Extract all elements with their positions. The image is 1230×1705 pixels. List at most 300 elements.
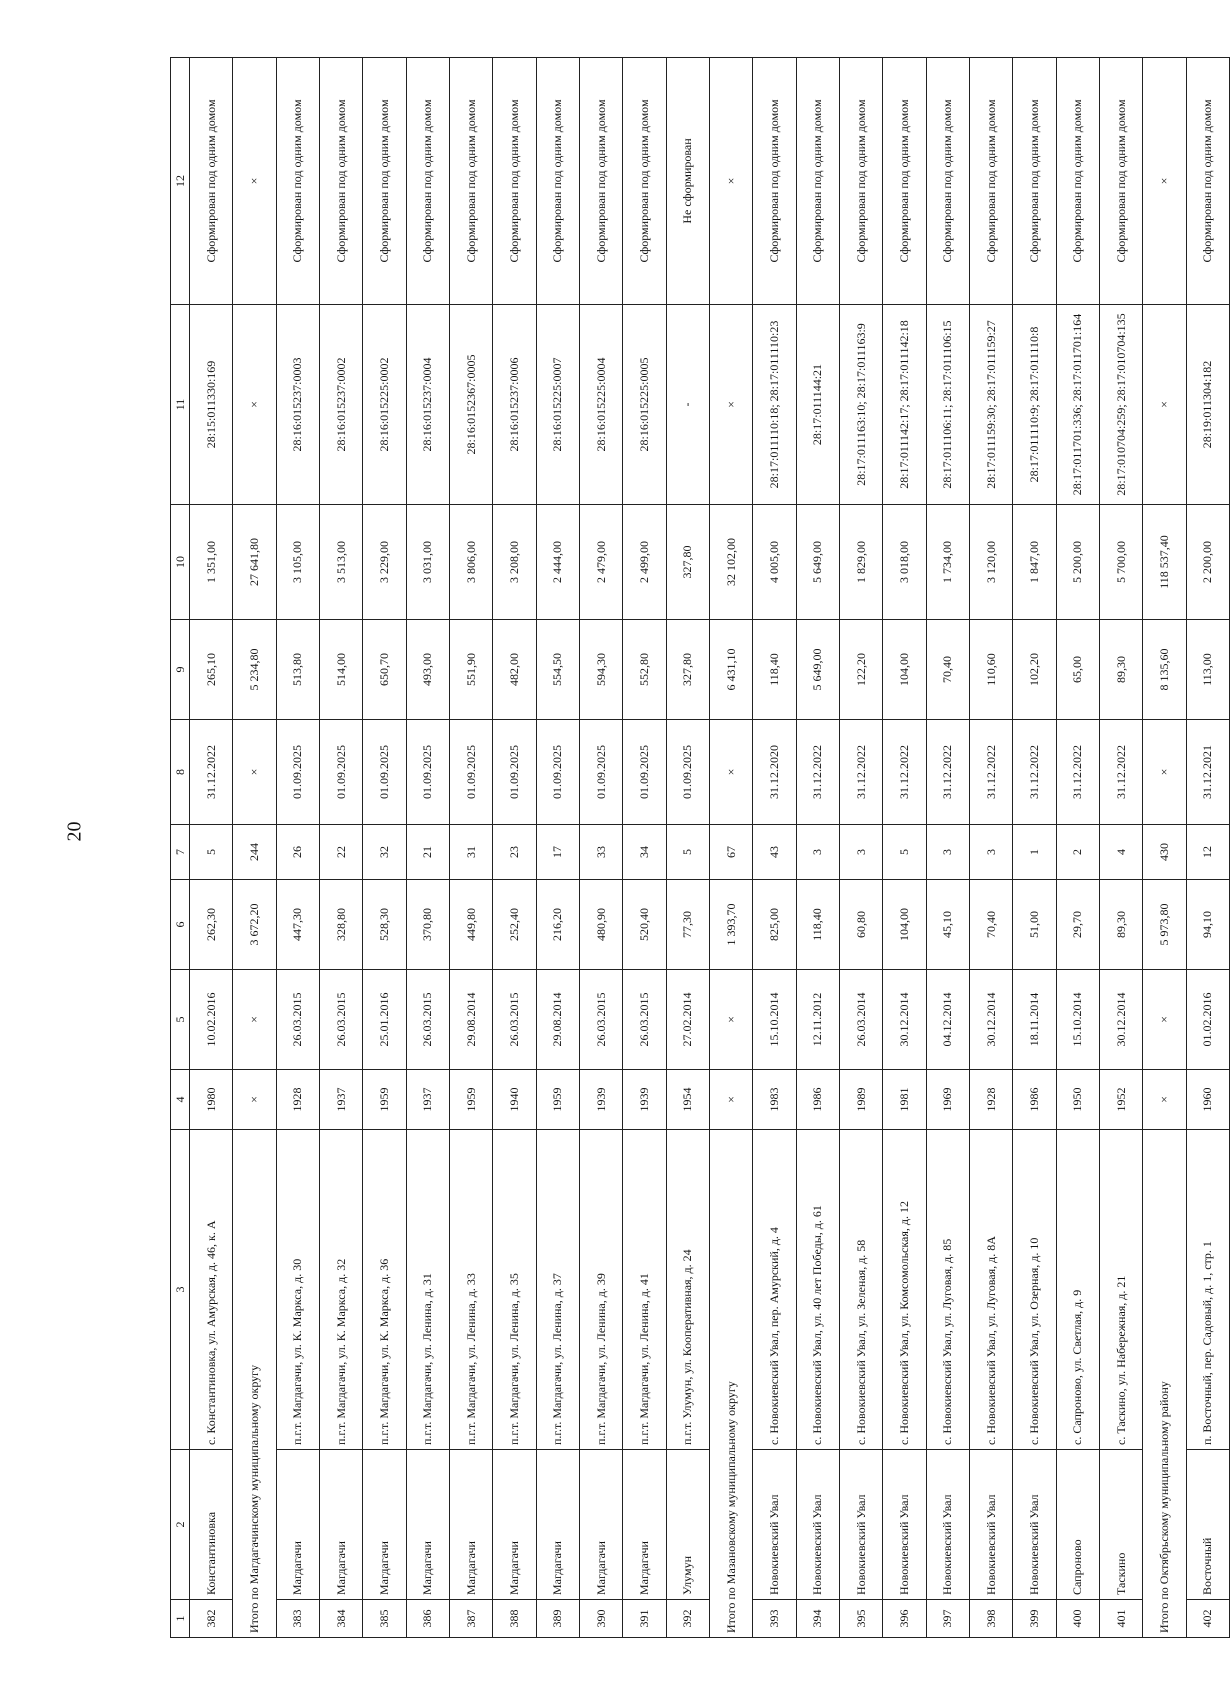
table-cell: 1940 [493,1070,536,1130]
table-cell: Сформирован под одним домом [753,58,796,305]
table-cell: 01.09.2025 [579,720,622,825]
table-row [579,58,622,1638]
subtotal-cell: × [233,1070,276,1130]
table-cell: 2 499,00 [623,505,666,620]
table-cell: Новокиевский Увал [753,1450,796,1600]
table-cell: 493,00 [406,620,449,720]
table-cell: 3 513,00 [319,505,362,620]
table-cell: 1928 [276,1070,319,1130]
table-row [969,58,1012,1638]
table-cell: 32 [363,825,406,880]
subtotal-row [233,58,276,1638]
column-number: 4 [171,1070,190,1130]
table-cell: 65,00 [1056,620,1099,720]
subtotal-row [1143,58,1186,1638]
table-cell: 01.09.2025 [319,720,362,825]
table-cell: 1954 [666,1070,709,1130]
table-cell: 1 [1013,825,1056,880]
table-cell: 28:16:015237:0002 [319,305,362,505]
table-cell: 28:17:011159:30; 28:17:011159:27 [969,305,1012,505]
column-number: 2 [171,1450,190,1600]
table-cell: 327,80 [666,505,709,620]
table-cell: Новокиевский Увал [969,1450,1012,1600]
table-cell: с. Новокиевский Увал, ул. Луговая, д. 85 [926,1130,969,1450]
table-cell: 482,00 [493,620,536,720]
table-cell: 89,30 [1099,620,1142,720]
table-cell: 1959 [449,1070,492,1130]
table-cell: 387 [449,1600,492,1638]
table-cell: п.г.т. Магдагачи, ул. Ленина, д. 33 [449,1130,492,1450]
table-cell: 31.12.2022 [926,720,969,825]
table-cell: 113,00 [1186,620,1229,720]
table-cell: 1 351,00 [190,505,233,620]
table-row [1013,58,1056,1638]
table-cell: 398 [969,1600,1012,1638]
table-cell: 18.11.2014 [1013,970,1056,1070]
table-cell: Магдагачи [579,1450,622,1600]
column-number: 3 [171,1130,190,1450]
table-cell: 28:17:011142:17; 28:17:011142:18 [883,305,926,505]
table-cell: Не сформирован [666,58,709,305]
table-cell: 385 [363,1600,406,1638]
table-cell: 25.01.2016 [363,970,406,1070]
subtotal-cell: 5 973,80 [1143,880,1186,970]
column-number: 9 [171,620,190,720]
table-cell: Сформирован под одним домом [839,58,882,305]
table-cell: 1983 [753,1070,796,1130]
table-cell: 17 [536,825,579,880]
table-cell: 01.09.2025 [276,720,319,825]
table-cell: 77,30 [666,880,709,970]
table-cell: 554,50 [536,620,579,720]
table-cell: Магдагачи [449,1450,492,1600]
table-cell: 5 700,00 [1099,505,1142,620]
table-cell: 252,40 [493,880,536,970]
subtotal-label: Итого по Магдагачинскому муниципальному округу [233,1130,276,1638]
table-cell: 28:15:011330:169 [190,305,233,505]
table-cell: Новокиевский Увал [926,1450,969,1600]
table-cell: 26.03.2015 [579,970,622,1070]
table-cell: Сформирован под одним домом [926,58,969,305]
subtotal-cell: 32 102,00 [709,505,752,620]
subtotal-cell: × [709,970,752,1070]
table-row [1099,58,1142,1638]
table-cell: 5 200,00 [1056,505,1099,620]
table-cell: 04.12.2014 [926,970,969,1070]
table-cell: с. Новокиевский Увал, ул. Озерная, д. 10 [1013,1130,1056,1450]
table-cell: 31.12.2022 [1099,720,1142,825]
table-cell: Магдагачи [319,1450,362,1600]
table-cell: Сформирован под одним домом [623,58,666,305]
subtotal-cell: × [709,1070,752,1130]
table-cell: Сформирован под одним домом [190,58,233,305]
table-cell: 104,00 [883,620,926,720]
table-cell: 28:17:011110:9; 28:17:011110:8 [1013,305,1056,505]
table-cell: 3 [969,825,1012,880]
table-cell: 1939 [623,1070,666,1130]
table-cell: 31.12.2022 [190,720,233,825]
table-cell: 3 031,00 [406,505,449,620]
table-cell: 26.03.2015 [319,970,362,1070]
table-row [319,58,362,1638]
column-number: 5 [171,970,190,1070]
table-cell: 328,80 [319,880,362,970]
table-cell: 29.08.2014 [449,970,492,1070]
table-cell: 118,40 [753,620,796,720]
table-cell: Магдагачи [276,1450,319,1600]
table-cell: 26 [276,825,319,880]
subtotal-label: Итого по Октябрьскому муниципальному району [1143,1130,1186,1638]
table-cell: 394 [796,1600,839,1638]
table-cell: Сформирован под одним домом [1186,58,1229,305]
table-cell: 392 [666,1600,709,1638]
subtotal-cell: × [233,970,276,1070]
table-cell: Новокиевский Увал [883,1450,926,1600]
table-cell: 390 [579,1600,622,1638]
table-cell: 10.02.2016 [190,970,233,1070]
table-row [1186,58,1229,1638]
table-cell: 395 [839,1600,882,1638]
column-number: 7 [171,825,190,880]
table-cell: 5 [190,825,233,880]
subtotal-cell: × [709,305,752,505]
table-cell: п.г.т. Магдагачи, ул. Ленина, д. 37 [536,1130,579,1450]
column-number: 10 [171,505,190,620]
table-cell: п.г.т. Магдагачи, ул. К. Маркса, д. 30 [276,1130,319,1450]
table-cell: 31 [449,825,492,880]
subtotal-cell: × [233,305,276,505]
table-cell: 3 105,00 [276,505,319,620]
table-cell: 4 005,00 [753,505,796,620]
table-cell: 1981 [883,1070,926,1130]
subtotal-row [709,58,752,1638]
table-cell: 393 [753,1600,796,1638]
table-cell: 28:16:015225:0005 [623,305,666,505]
table-cell: с. Новокиевский Увал, ул. 40 лет Победы, д. 61 [796,1130,839,1450]
table-cell: 102,20 [1013,620,1056,720]
table-cell: Таскино [1099,1450,1142,1600]
table-cell: 388 [493,1600,536,1638]
table-cell: 33 [579,825,622,880]
table-cell: 28:16:015225:0007 [536,305,579,505]
subtotal-cell: × [1143,970,1186,1070]
table-cell: 5 [883,825,926,880]
table-cell: 30.12.2014 [969,970,1012,1070]
table-cell: Улумун [666,1450,709,1600]
table-cell: Новокиевский Увал [839,1450,882,1600]
table-cell: 520,40 [623,880,666,970]
column-number: 6 [171,880,190,970]
table-cell: 1937 [319,1070,362,1130]
table-cell: п.г.т. Магдагачи, ул. Ленина, д. 35 [493,1130,536,1450]
table-cell: 1986 [1013,1070,1056,1130]
subtotal-cell: × [709,58,752,305]
table-row [926,58,969,1638]
table-cell: 265,10 [190,620,233,720]
table-cell: 1 734,00 [926,505,969,620]
table-row [493,58,536,1638]
table-cell: Сформирован под одним домом [493,58,536,305]
table-cell: Константиновка [190,1450,233,1600]
table-cell: 15.10.2014 [753,970,796,1070]
table-cell: Новокиевский Увал [796,1450,839,1600]
table-cell: 28:17:011163:10; 28:17:011163:9 [839,305,882,505]
table-cell: 397 [926,1600,969,1638]
table-cell: Сформирован под одним домом [579,58,622,305]
table-cell: 1952 [1099,1070,1142,1130]
table-row [753,58,796,1638]
table-cell: 28:17:011701:336; 28:17:011701:164 [1056,305,1099,505]
table-cell: 01.09.2025 [666,720,709,825]
table-cell: 528,30 [363,880,406,970]
table-cell: 94,10 [1186,880,1229,970]
table-cell: Сформирован под одним домом [883,58,926,305]
table-cell: п.г.т. Магдагачи, ул. К. Маркса, д. 36 [363,1130,406,1450]
table-cell: 70,40 [969,880,1012,970]
table-cell: 370,80 [406,880,449,970]
table-cell: 262,30 [190,880,233,970]
table-cell: 386 [406,1600,449,1638]
table-row [839,58,882,1638]
table-cell: Магдагачи [406,1450,449,1600]
table-cell: 1989 [839,1070,882,1130]
table-cell: 28:17:010704:259; 28:17:010704:135 [1099,305,1142,505]
subtotal-cell: 67 [709,825,752,880]
table-cell: 3 806,00 [449,505,492,620]
table-cell: 31.12.2022 [1013,720,1056,825]
table-cell: 1960 [1186,1070,1229,1130]
table-cell: Сапроново [1056,1450,1099,1600]
subtotal-cell: 6 431,10 [709,620,752,720]
table-cell: 31.12.2020 [753,720,796,825]
table-cell: с. Новокиевский Увал, ул. Комсомольская, д. 12 [883,1130,926,1450]
rotated-page-content [170,58,1230,1638]
table-cell: Сформирован под одним домом [536,58,579,305]
table-cell: Сформирован под одним домом [406,58,449,305]
table-cell: 45,10 [926,880,969,970]
table-cell: 513,80 [276,620,319,720]
table-cell: 1986 [796,1070,839,1130]
table-cell: 1969 [926,1070,969,1130]
table-row [536,58,579,1638]
table-cell: 01.09.2025 [449,720,492,825]
table-cell: 22 [319,825,362,880]
table-cell: 51,00 [1013,880,1056,970]
table-cell: 5 649,00 [796,620,839,720]
table-cell: 110,60 [969,620,1012,720]
table-cell: 28:16:015237:0003 [276,305,319,505]
table-cell: Магдагачи [493,1450,536,1600]
column-number-row [171,58,190,1638]
table-cell: 402 [1186,1600,1229,1638]
table-row [1056,58,1099,1638]
subtotal-cell: 27 641,80 [233,505,276,620]
subtotal-cell: 244 [233,825,276,880]
table-cell: 28:16:015237:0004 [406,305,449,505]
table-cell: 26.03.2015 [276,970,319,1070]
housing-register-table [170,57,1230,1638]
table-cell: 1959 [536,1070,579,1130]
table-row [623,58,666,1638]
table-cell: 216,20 [536,880,579,970]
subtotal-cell: 430 [1143,825,1186,880]
table-cell: 447,30 [276,880,319,970]
subtotal-cell: × [233,720,276,825]
subtotal-cell: × [233,58,276,305]
table-cell: 1 847,00 [1013,505,1056,620]
table-cell: п. Восточный, пер. Садовый, д. 1, стр. 1 [1186,1130,1229,1450]
table-cell: - [666,305,709,505]
table-cell: 28:17:011106:11; 28:17:011106:15 [926,305,969,505]
table-cell: 327,80 [666,620,709,720]
table-cell: 2 [1056,825,1099,880]
subtotal-cell: × [1143,305,1186,505]
table-row [276,58,319,1638]
table-cell: 28:16:0152367:0005 [449,305,492,505]
table-cell: с. Таскино, ул. Набережная, д. 21 [1099,1130,1142,1450]
table-cell: 1 829,00 [839,505,882,620]
table-cell: с. Сапроново, ул. Светлая, д. 9 [1056,1130,1099,1450]
subtotal-cell: × [709,720,752,825]
table-cell: 29,70 [1056,880,1099,970]
table-cell: с. Константиновка, ул. Амурская, д. 46, к. А [190,1130,233,1450]
table-cell: 30.12.2014 [1099,970,1142,1070]
table-cell: 01.09.2025 [623,720,666,825]
table-cell: 480,90 [579,880,622,970]
table-cell: Сформирован под одним домом [1099,58,1142,305]
column-number: 12 [171,58,190,305]
table-cell: Сформирован под одним домом [1013,58,1056,305]
table-cell: 382 [190,1600,233,1638]
table-cell: Сформирован под одним домом [796,58,839,305]
table-cell: 514,00 [319,620,362,720]
table-cell: п.г.т. Магдагачи, ул. Ленина, д. 39 [579,1130,622,1450]
table-cell: 104,00 [883,880,926,970]
table-cell: п.г.т. Магдагачи, ул. Ленина, д. 31 [406,1130,449,1450]
table-cell: 122,20 [839,620,882,720]
table-cell: 12 [1186,825,1229,880]
subtotal-cell: × [1143,720,1186,825]
table-cell: 26.03.2014 [839,970,882,1070]
table-cell: 552,80 [623,620,666,720]
table-cell: 31.12.2021 [1186,720,1229,825]
column-number: 1 [171,1600,190,1638]
table-cell: 1939 [579,1070,622,1130]
column-number: 8 [171,720,190,825]
table-cell: 383 [276,1600,319,1638]
table-row [666,58,709,1638]
table-cell: 12.11.2012 [796,970,839,1070]
table-cell: 89,30 [1099,880,1142,970]
subtotal-cell: 118 537,40 [1143,505,1186,620]
table-row [190,58,233,1638]
table-cell: 31.12.2022 [969,720,1012,825]
table-cell: 400 [1056,1600,1099,1638]
table-cell: 26.03.2015 [493,970,536,1070]
table-cell: 3 120,00 [969,505,1012,620]
table-cell: 28:19:011304:182 [1186,305,1229,505]
table-cell: 391 [623,1600,666,1638]
table-row [363,58,406,1638]
table-cell: 34 [623,825,666,880]
table-cell: 551,90 [449,620,492,720]
table-cell: Магдагачи [363,1450,406,1600]
table-cell: Новокиевский Увал [1013,1450,1056,1600]
table-row [406,58,449,1638]
table-cell: Магдагачи [623,1450,666,1600]
table-cell: 28:16:015225:0002 [363,305,406,505]
table-cell: п.г.т. Магдагачи, ул. Ленина, д. 41 [623,1130,666,1450]
table-cell: Сформирован под одним домом [969,58,1012,305]
table-cell: 1950 [1056,1070,1099,1130]
table-cell: 401 [1099,1600,1142,1638]
table-cell: 650,70 [363,620,406,720]
table-cell: п.г.т. Улумун, ул. Кооперативная, д. 24 [666,1130,709,1450]
table-cell: 26.03.2015 [406,970,449,1070]
table-cell: 15.10.2014 [1056,970,1099,1070]
table-cell: 01.09.2025 [493,720,536,825]
table-cell: Сформирован под одним домом [363,58,406,305]
table-cell: 3 [926,825,969,880]
table-cell: 29.08.2014 [536,970,579,1070]
table-cell: 5 649,00 [796,505,839,620]
table-cell: 594,30 [579,620,622,720]
table-cell: Магдагачи [536,1450,579,1600]
subtotal-label: Итого по Мазановскому муниципальному округу [709,1130,752,1638]
table-cell: 4 [1099,825,1142,880]
table-cell: 01.09.2025 [363,720,406,825]
table-cell: 3 208,00 [493,505,536,620]
table-cell: 2 479,00 [579,505,622,620]
table-cell: 31.12.2022 [883,720,926,825]
table-cell: с. Новокиевский Увал, ул. Зеленая, д. 58 [839,1130,882,1450]
table-cell: 21 [406,825,449,880]
table-cell: 43 [753,825,796,880]
table-cell: Сформирован под одним домом [276,58,319,305]
subtotal-cell: 8 135,60 [1143,620,1186,720]
table-cell: 01.09.2025 [406,720,449,825]
subtotal-cell: 3 672,20 [233,880,276,970]
table-cell: 3 [839,825,882,880]
table-cell: 3 [796,825,839,880]
table-cell: 118,40 [796,880,839,970]
table-cell: с. Новокиевский Увал, ул. Луговая, д. 8А [969,1130,1012,1450]
table-cell: 28:17:011144:21 [796,305,839,505]
table-cell: п.г.т. Магдагачи, ул. К. Маркса, д. 32 [319,1130,362,1450]
table-cell: Сформирован под одним домом [319,58,362,305]
table-row [449,58,492,1638]
table-cell: 23 [493,825,536,880]
table-cell: 26.03.2015 [623,970,666,1070]
table-cell: 396 [883,1600,926,1638]
table-cell: 3 018,00 [883,505,926,620]
table-cell: 31.12.2022 [839,720,882,825]
table-cell: 60,80 [839,880,882,970]
table-cell: 384 [319,1600,362,1638]
table-cell: с. Новокиевский Увал, пер. Амурский, д. 4 [753,1130,796,1450]
table-cell: 1959 [363,1070,406,1130]
table-cell: 70,40 [926,620,969,720]
table-cell: 389 [536,1600,579,1638]
table-cell: 28:17:011110:18; 28:17:011110:23 [753,305,796,505]
subtotal-cell: × [1143,58,1186,305]
table-cell: 27.02.2014 [666,970,709,1070]
table-cell: 1937 [406,1070,449,1130]
table-cell: 28:16:015225:0004 [579,305,622,505]
table-cell: Сформирован под одним домом [1056,58,1099,305]
table-cell: 449,80 [449,880,492,970]
table-cell: 31.12.2022 [796,720,839,825]
